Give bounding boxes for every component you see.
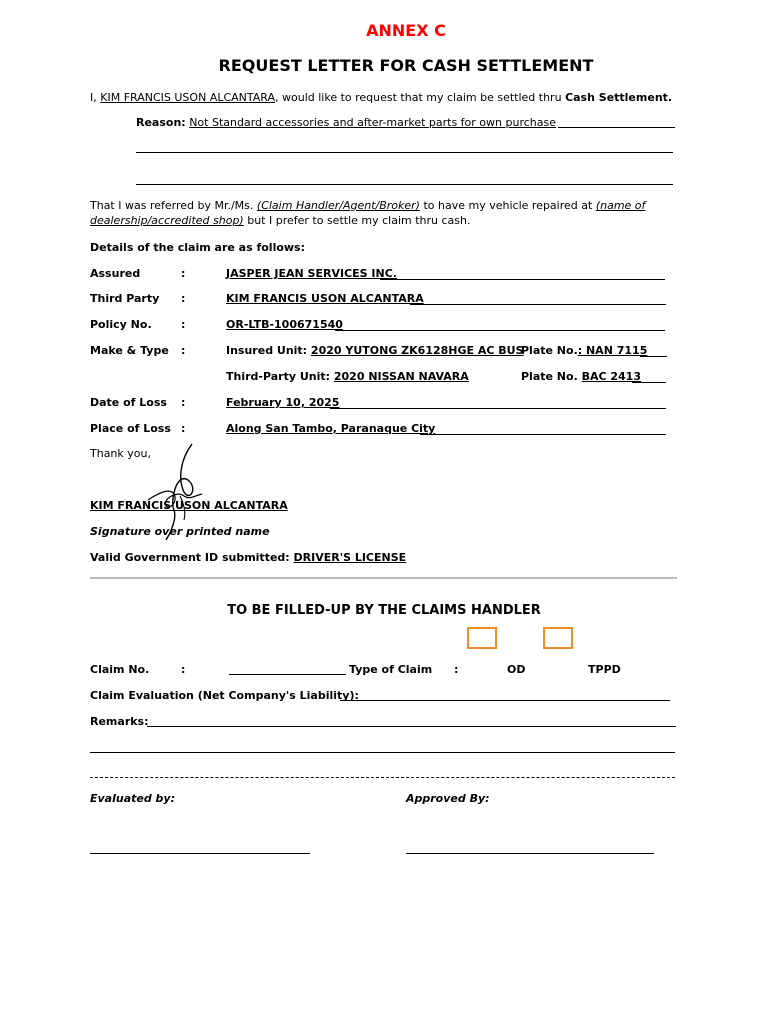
signature-caption: Signature over printed name: [90, 525, 270, 538]
settlement-method: Cash Settlement.: [565, 91, 673, 104]
requester-name: KIM FRANCIS USON ALCANTARA: [100, 91, 275, 104]
document-title: REQUEST LETTER FOR CASH SETTLEMENT: [218, 56, 594, 75]
signatory-name: KIM FRANCIS USON ALCANTARA: [90, 499, 288, 512]
third-party-unit: [226, 370, 469, 383]
insured-unit-label: Insured Unit:: [226, 344, 311, 357]
assured-blank: [380, 279, 665, 280]
referrer-placeholder: (Claim Handler/Agent/Broker): [256, 199, 420, 212]
colon: :: [181, 267, 186, 280]
referral-prefix: That I was referred by Mr./Ms.: [90, 199, 257, 212]
evaluation-field[interactable]: [340, 700, 670, 701]
annex-label: ANNEX C: [366, 21, 446, 40]
colon: :: [181, 318, 186, 331]
referral-line-2: [90, 214, 471, 227]
insured-unit: [226, 344, 524, 357]
third-plate-blank: [632, 382, 666, 383]
third-party-blank: [410, 304, 666, 305]
colon: :: [181, 344, 186, 357]
place-of-loss-label: Place of Loss: [90, 422, 171, 435]
government-id: [90, 551, 406, 564]
policy-label: Policy No.: [90, 318, 152, 331]
make-type-label: Make & Type: [90, 344, 169, 357]
insured-plate-label: Plate No.: [521, 344, 578, 357]
od-checkbox[interactable]: [467, 627, 497, 649]
intro-middle: , would like to request that my claim be settled thru: [275, 91, 566, 104]
intro-prefix: I,: [90, 91, 101, 104]
type-of-claim-label: Type of Claim: [349, 663, 433, 676]
place-blank: [420, 434, 666, 435]
third-party-value: KIM FRANCIS USON ALCANTARA: [226, 292, 424, 305]
approved-by-label: Approved By:: [406, 792, 490, 805]
date-of-loss-value: February 10, 2025: [226, 396, 340, 409]
third-unit-label: Third-Party Unit:: [226, 370, 334, 383]
colon: :: [181, 663, 186, 676]
colon: :: [181, 396, 186, 409]
third-plate-label: Plate No.: [521, 370, 582, 383]
reason-line-2: [136, 152, 673, 153]
third-unit-value: 2020 NISSAN NAVARA: [333, 370, 469, 383]
referral-line-1: [90, 199, 645, 212]
date-blank: [330, 408, 666, 409]
reason-row: [136, 116, 556, 129]
assured-value: JASPER JEAN SERVICES INC.: [226, 267, 397, 280]
id-label: Valid Government ID submitted:: [90, 551, 294, 564]
policy-value: OR-LTB-100671540: [226, 318, 343, 331]
reason-line-3: [136, 184, 673, 185]
remarks-label: Remarks:: [90, 715, 149, 728]
colon: :: [181, 292, 186, 305]
id-value: DRIVER'S LICENSE: [293, 551, 407, 564]
thank-you: Thank you,: [90, 447, 151, 460]
date-of-loss-label: Date of Loss: [90, 396, 167, 409]
evaluation-label: Claim Evaluation (Net Company's Liability):: [90, 689, 359, 702]
claim-no-field[interactable]: [229, 674, 346, 675]
remarks-line-2[interactable]: [90, 752, 675, 753]
evaluated-by-label: Evaluated by:: [90, 792, 175, 805]
policy-blank: [335, 330, 665, 331]
tppd-checkbox[interactable]: [543, 627, 573, 649]
reason-label: Reason:: [136, 116, 186, 129]
claim-no-label: Claim No.: [90, 663, 150, 676]
insured-unit-value: 2020 YUTONG ZK6128HGE AC BUS: [310, 344, 524, 357]
place-of-loss-value: Along San Tambo, Paranaque City: [226, 422, 436, 435]
remarks-line-3[interactable]: [90, 777, 675, 778]
reason-blank: [558, 127, 675, 128]
third-party-label: Third Party: [90, 292, 160, 305]
colon: :: [454, 663, 459, 676]
colon: :: [181, 422, 186, 435]
shop-placeholder-2: dealership/accredited shop): [90, 214, 244, 227]
reason-text: Not Standard accessories and after-market parts for own purchase: [189, 116, 556, 129]
tppd-option: TPPD: [588, 663, 621, 676]
assured-label: Assured: [90, 267, 141, 280]
handler-heading: TO BE FILLED-UP BY THE CLAIMS HANDLER: [227, 603, 541, 618]
od-option: OD: [507, 663, 526, 676]
insured-plate-blank: [640, 356, 667, 357]
insured-plate: [521, 344, 647, 357]
approved-by-signature-line[interactable]: [406, 853, 654, 854]
section-divider: [90, 577, 677, 579]
third-plate-value: BAC 2413: [581, 370, 641, 383]
evaluated-by-signature-line[interactable]: [90, 853, 310, 854]
shop-placeholder-1: (name of: [595, 199, 646, 212]
referral-middle: to have my vehicle repaired at: [419, 199, 596, 212]
third-party-plate: [521, 370, 641, 383]
referral-suffix: but I prefer to settle my claim thru cash.: [243, 214, 471, 227]
remarks-field[interactable]: [147, 726, 676, 727]
details-heading: Details of the claim are as follows:: [90, 241, 306, 254]
insured-plate-value: : NAN 7115: [577, 344, 648, 357]
intro-paragraph: [90, 91, 672, 104]
